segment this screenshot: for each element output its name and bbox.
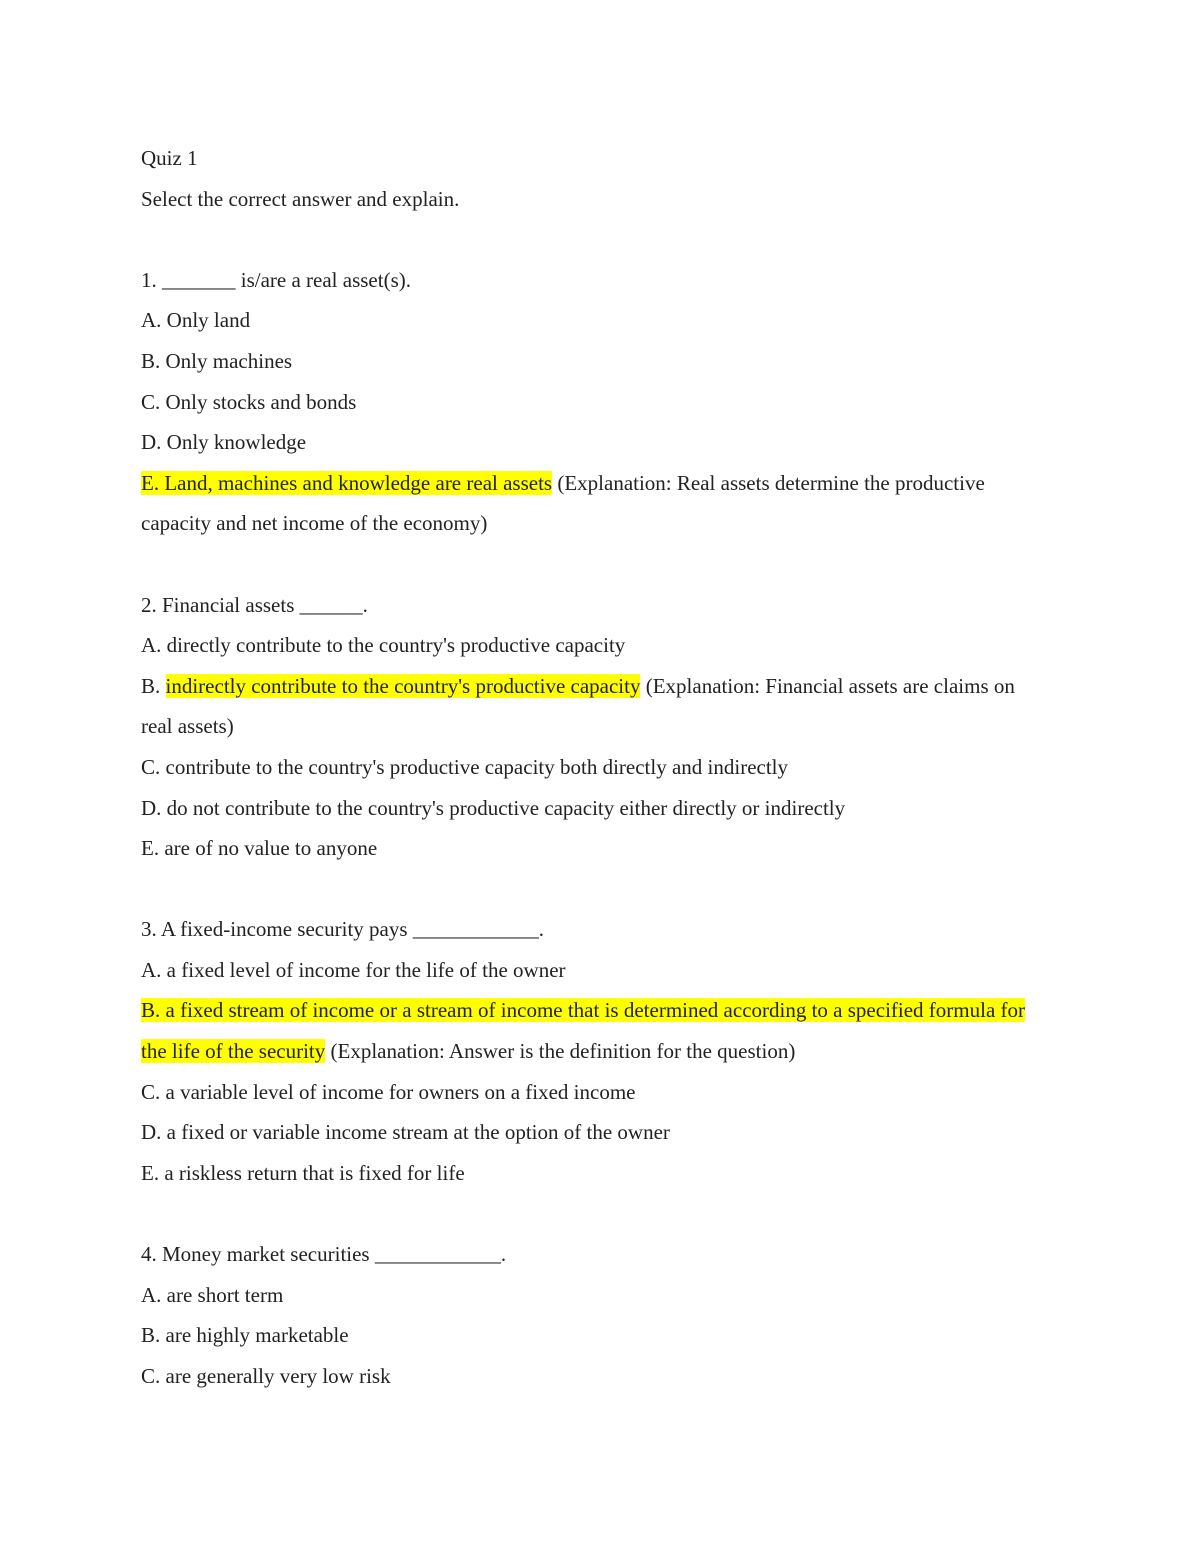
highlighted-answer: E. Land, machines and knowledge are real assets — [141, 470, 553, 495]
option-c: C. contribute to the country's productive capacity both directly and indirectly — [141, 754, 789, 779]
option-b: B. are highly marketable — [141, 1323, 349, 1348]
option-d: D. a fixed or variable income stream at the option of the owner — [141, 1120, 670, 1145]
spacer — [141, 869, 1041, 910]
option-a: A. directly contribute to the country's productive capacity — [141, 633, 626, 658]
option-e-correct — [141, 463, 1041, 544]
question-4 — [141, 1234, 1041, 1396]
question-prompt: 1. _______ is/are a real asset(s). — [141, 267, 411, 292]
quiz-instructions: Select the correct answer and explain. — [141, 186, 460, 211]
option-d: D. do not contribute to the country's productive capacity either directly or indirectly — [141, 795, 846, 820]
option-d: D. Only knowledge — [141, 430, 307, 455]
option-b: B. Only machines — [141, 348, 293, 373]
question-prompt: 2. Financial assets ______. — [141, 592, 368, 617]
option-a: A. are short term — [141, 1282, 284, 1307]
spacer — [141, 1193, 1041, 1234]
question-prompt: 4. Money market securities ____________. — [141, 1242, 507, 1267]
spacer — [141, 544, 1041, 585]
option-prefix: B. — [141, 673, 166, 698]
option-c: C. a variable level of income for owners on a fixed income — [141, 1079, 636, 1104]
highlighted-answer: indirectly contribute to the country's productive capacity — [165, 673, 641, 698]
question-2 — [141, 585, 1041, 869]
answer-explanation: (Explanation: Financial assets are claims on real assets) — [141, 673, 1015, 739]
quiz-document — [141, 138, 1041, 1396]
option-c: C. Only stocks and bonds — [141, 389, 357, 414]
spacer — [141, 219, 1041, 260]
option-b-correct — [141, 666, 1041, 747]
option-a: A. Only land — [141, 308, 251, 333]
option-a: A. a fixed level of income for the life of the owner — [141, 957, 566, 982]
question-3 — [141, 909, 1041, 1193]
question-prompt: 3. A fixed-income security pays ____________. — [141, 917, 545, 942]
option-e: E. a riskless return that is fixed for life — [141, 1160, 465, 1185]
option-b-correct — [141, 990, 1041, 1071]
answer-explanation: (Explanation: Answer is the definition for the question) — [325, 1039, 796, 1064]
answer-explanation: (Explanation: Real assets determine the productive capacity and net income of the economy) — [141, 470, 985, 536]
question-1 — [141, 260, 1041, 544]
option-e: E. are of no value to anyone — [141, 836, 378, 861]
highlighted-answer: B. a fixed stream of income or a stream of income that is determined according to a specified formula for the life of the security — [141, 998, 1026, 1064]
option-c: C. are generally very low risk — [141, 1363, 391, 1388]
quiz-title: Quiz 1 — [141, 146, 198, 170]
